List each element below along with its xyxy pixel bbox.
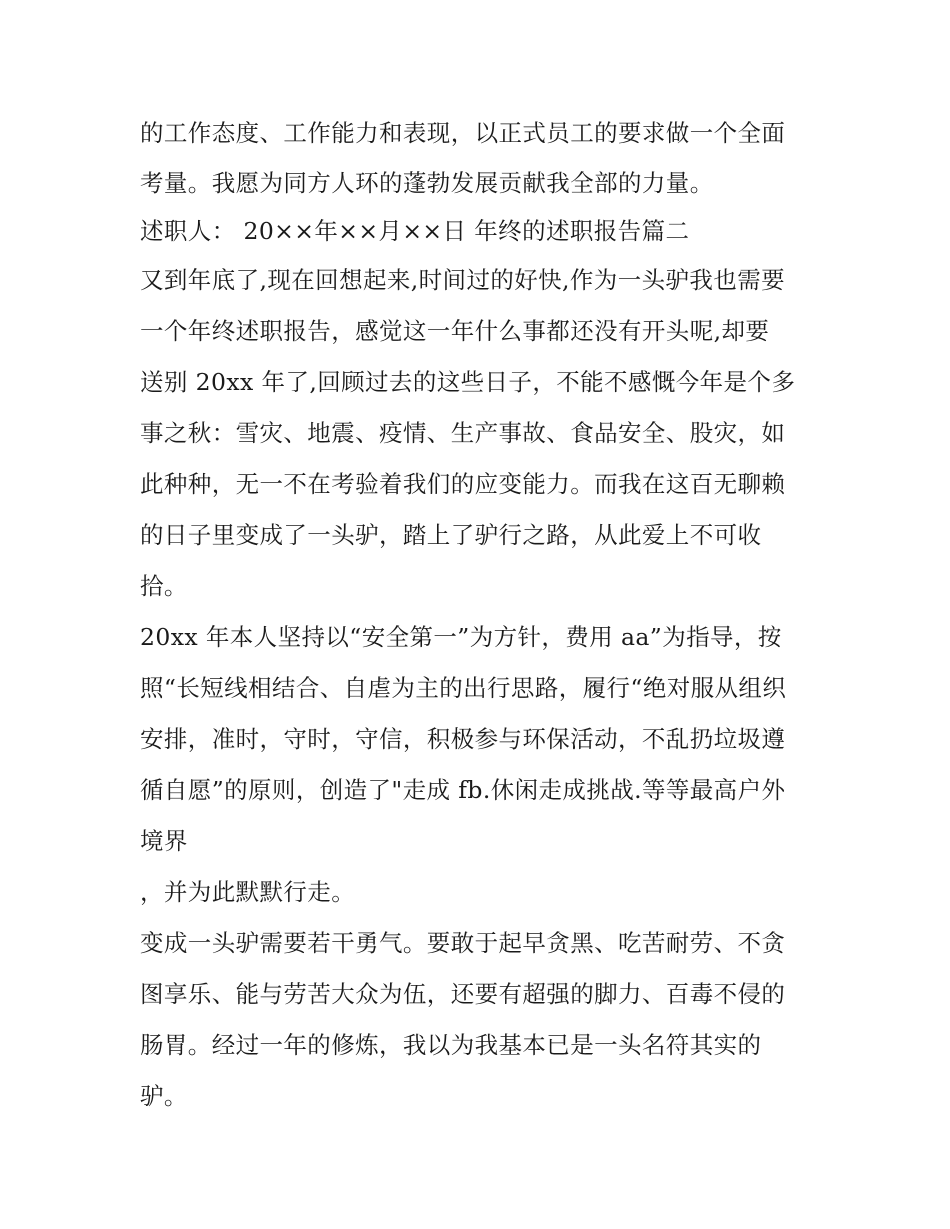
text-line: 考量。我愿为同方人环的蓬勃发展贡献我全部的力量。: [140, 169, 714, 197]
text-line: 境界: [140, 827, 188, 855]
text-line: 驴。: [140, 1082, 188, 1110]
document-body: [140, 108, 820, 1122]
text-line: ，并为此默默行走。: [140, 878, 356, 906]
text-line: 图享乐、能与劳苦大众为伍，还要有超强的脚力、百毒不侵的: [140, 980, 786, 1008]
text-line: 一个年终述职报告，感觉这一年什么事都还没有开头呢,却要: [140, 317, 770, 345]
text-line: 此种种，无一不在考验着我们的应变能力。而我在这百无聊赖: [140, 470, 786, 498]
text-line: 述职人： 20××年××月××日 年终的述职报告篇二: [140, 217, 690, 245]
text-line: 拾。: [140, 572, 188, 600]
text-line: 变成一头驴需要若干勇气。要敢于起早贪黑、吃苦耐劳、不贪: [140, 929, 786, 957]
text-line: 安排，准时，守时，守信，积极参与环保活动，不乱扔垃圾遵: [140, 725, 786, 753]
text-line: 的日子里变成了一头驴，踏上了驴行之路，从此爱上不可收: [140, 521, 762, 549]
text-line: 照“长短线相结合、自虐为主的出行思路，履行“绝对服从组织: [140, 674, 787, 702]
text-line: 20xx 年本人坚持以“安全第一”为方针，费用 aa”为指导，按: [140, 623, 782, 651]
text-line: 送别 20xx 年了,回顾过去的这些日子，不能不感慨今年是个多: [140, 368, 796, 396]
text-line: 肠胃。经过一年的修炼，我以为我基本已是一头名符其实的: [140, 1031, 762, 1059]
text-line: 的工作态度、工作能力和表现，以正式员工的要求做一个全面: [140, 119, 786, 147]
text-line: 循自愿”的原则，创造了"走成 fb.休闲走成挑战.等等最高户外: [140, 776, 786, 804]
text-line: 事之秋：雪灾、地震、疫情、生产事故、食品安全、股灾，如: [140, 419, 786, 447]
text-line: 又到年底了,现在回想起来,时间过的好快,作为一头驴我也需要: [140, 266, 786, 294]
